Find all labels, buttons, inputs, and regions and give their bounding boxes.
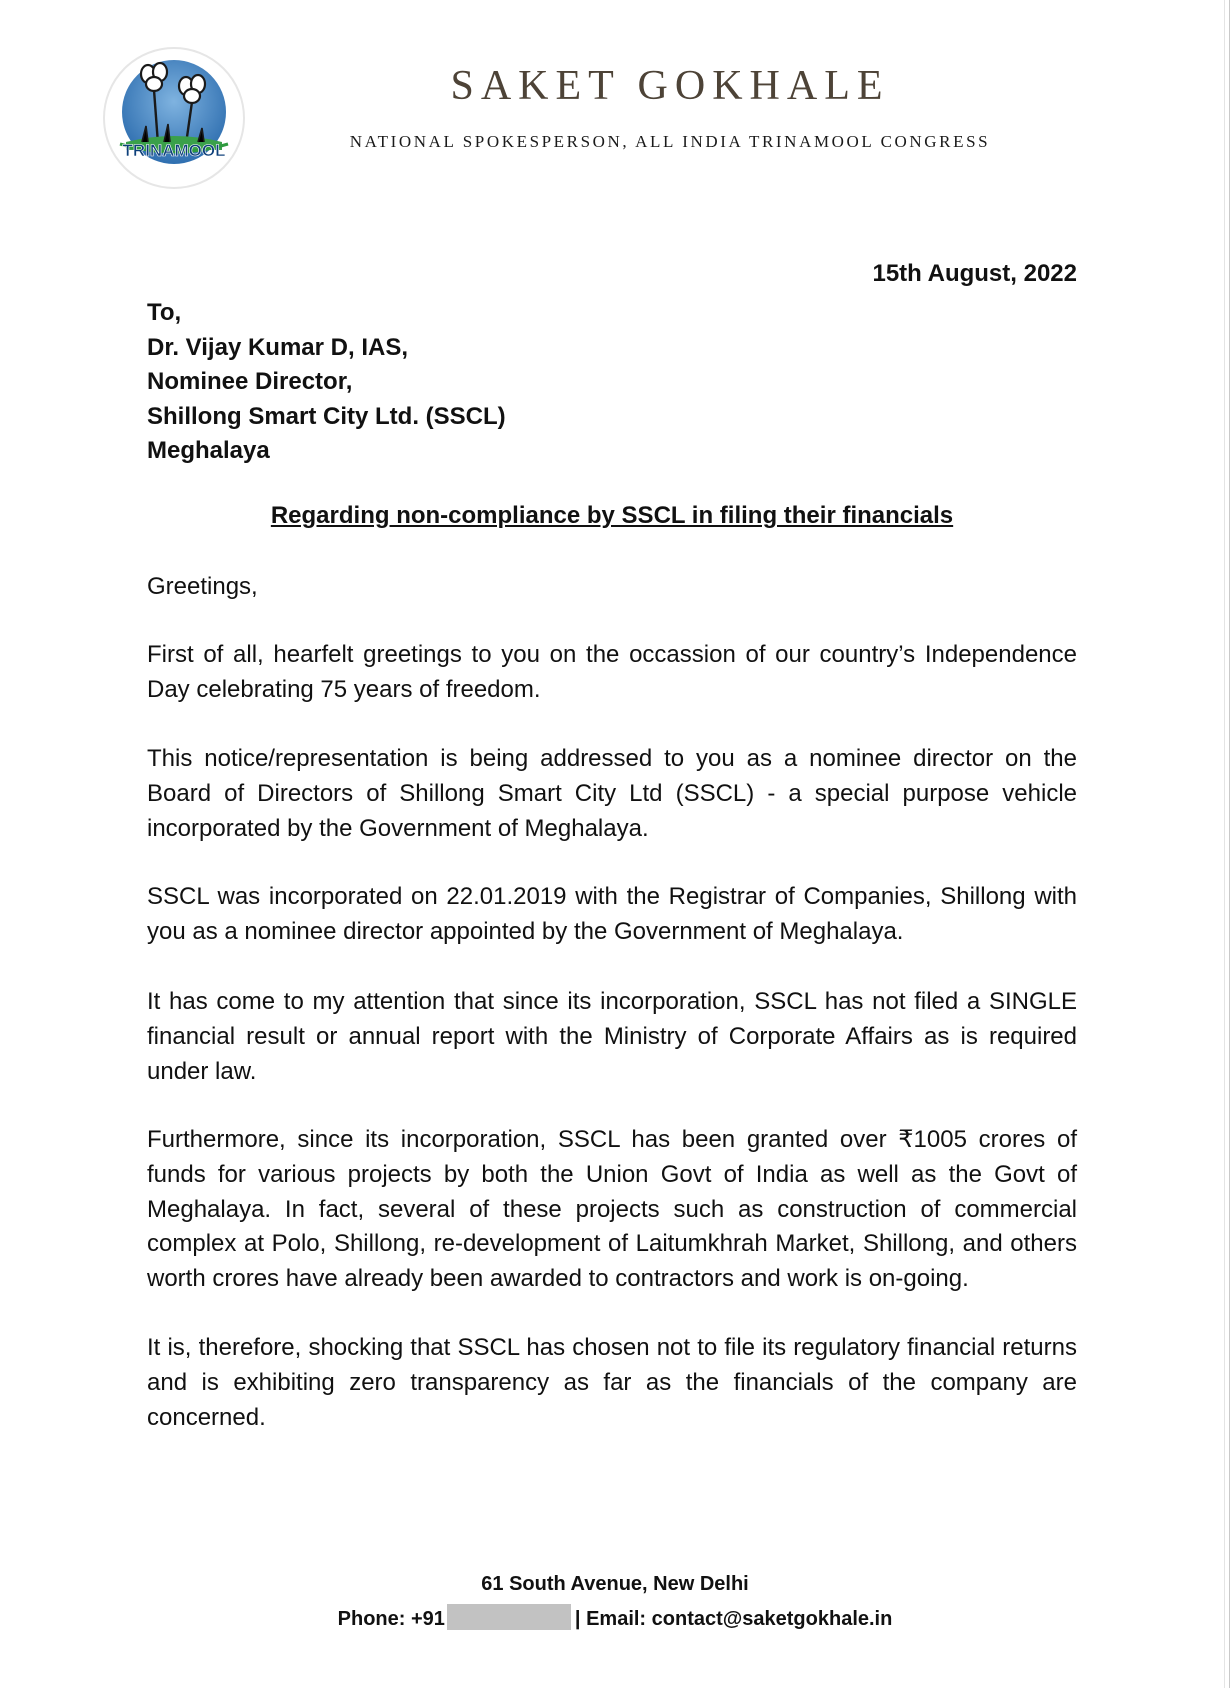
footer-contact xyxy=(0,1604,1230,1631)
letterhead-role: NATIONAL SPOKESPERSON, ALL INDIA TRINAMOOL CONGRESS xyxy=(349,132,991,151)
footer-email: | Email: contact@saketgokhale.in xyxy=(574,1608,893,1630)
footer-address: 61 South Avenue, New Delhi xyxy=(481,1573,749,1595)
body-paragraph: It is, therefore, shocking that SSCL has chosen not to file its regulatory financial returns and is exhibiting zero transparency as far as the financials of the company are concerned. xyxy=(147,1334,1077,1431)
body-paragraph: This notice/representation is being addressed to you as a nominee director on the Board of Directors of Shillong Smart City Ltd (SSCL) - a special purpose vehicle incorporated by the Government of Meghalaya. xyxy=(147,745,1077,842)
trinamool-logo xyxy=(102,46,246,190)
address-line: Nominee Director, xyxy=(147,368,353,395)
footer-phone-label: Phone: +91 xyxy=(337,1608,445,1630)
redacted-phone-number xyxy=(447,1604,571,1630)
address-line: Dr. Vijay Kumar D, IAS, xyxy=(147,333,408,361)
body-paragraph: SSCL was incorporated on 22.01.2019 with the Registrar of Companies, Shillong with you as a nominee director appointed by the Government of Meghalaya. xyxy=(147,883,1077,945)
address-line: Shillong Smart City Ltd. (SSCL) xyxy=(147,402,506,430)
address-line: To, xyxy=(147,299,182,326)
body-paragraph: First of all, hearfelt greetings to you on the occassion of our country’s Independence Day celebrating 75 years of freedom. xyxy=(147,641,1077,703)
letter-date: 15th August, 2022 xyxy=(872,260,1077,287)
body-paragraph: It has come to my attention that since its incorporation, SSCL has not filed a SINGLE financial result or annual report with the Ministry of Corporate Affairs as is required under law. xyxy=(147,988,1077,1085)
body-paragraph: Furthermore, since its incorporation, SSCL has been granted over ₹1005 crores of funds for various projects by both the Union Govt of India as well as the Govt of Meghalaya. In fact, several of these projects such as construction of commercial complex at Polo, Shillong, re-development of Laitumkhrah Market, Shillong, and others worth crores have already been awarded to contractors and work is on-going. xyxy=(147,1126,1077,1293)
page-edge-inner xyxy=(1224,0,1225,1688)
letter-subject: Regarding non-compliance by SSCL in filing their financials xyxy=(270,502,954,529)
salutation: Greetings, xyxy=(147,573,258,600)
letterhead-name: SAKET GOKHALE xyxy=(450,63,890,109)
recipient-address xyxy=(147,296,506,469)
address-line: Meghalaya xyxy=(147,437,270,464)
logo-text: TRINAMOOL xyxy=(122,141,226,160)
